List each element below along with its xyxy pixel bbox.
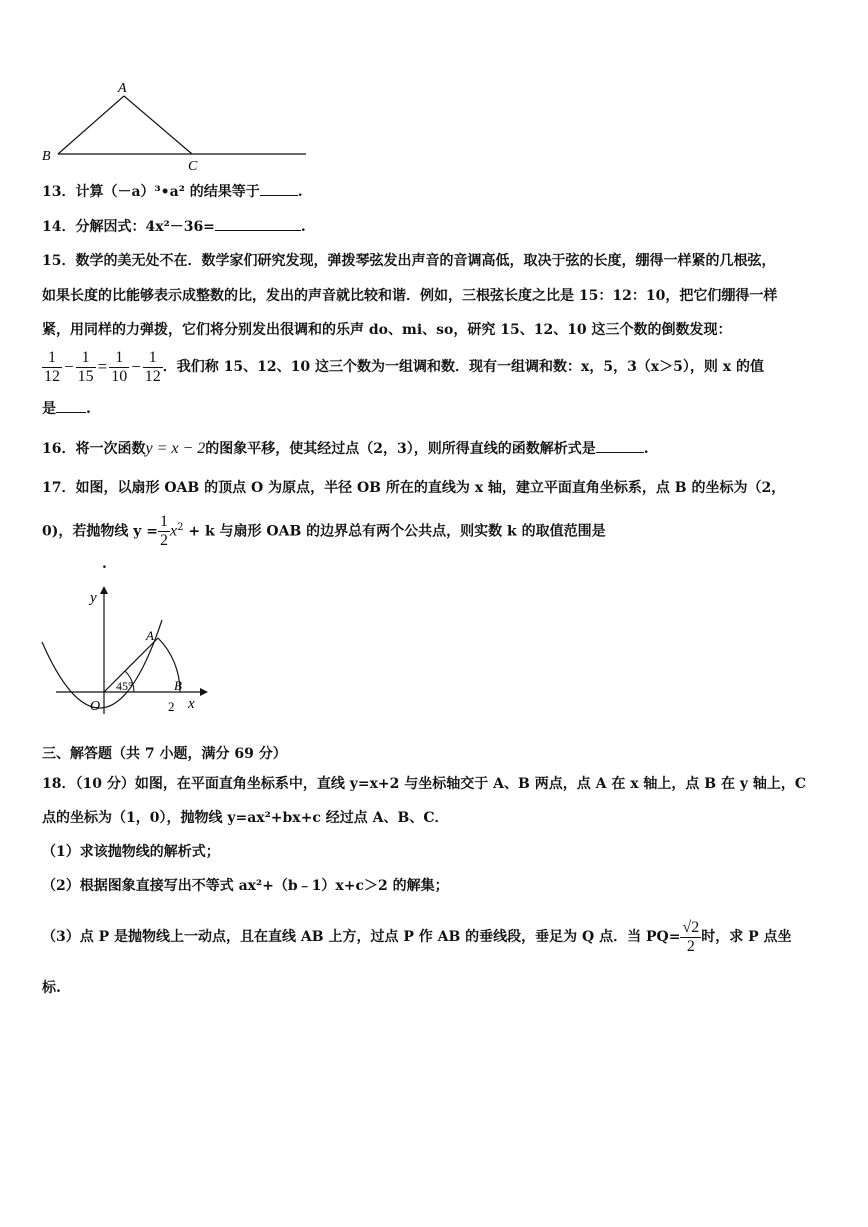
label-b: B	[42, 149, 51, 164]
label-45-degree: 45°	[116, 679, 133, 693]
minus-sign-2: −	[131, 357, 141, 376]
q15-line5-start: 是	[42, 401, 56, 417]
q17-x: x	[169, 522, 178, 540]
fraction-1-10: $\frac{1}{10}$	[111, 348, 128, 385]
q17-line2-rest: + k 与扇形 OAB 的边界总有两个公共点，则实数 k 的取值范围是	[183, 523, 606, 540]
minus-sign: −	[64, 357, 74, 376]
q18-part-3-line-2: 标.	[42, 980, 61, 996]
label-b: B	[174, 678, 182, 693]
label-x: x	[188, 696, 195, 712]
fraction-1-2: $\frac{1}{2}$	[159, 513, 168, 550]
label-o: O	[90, 699, 101, 714]
q15-answer-blank[interactable]	[56, 398, 86, 413]
q15-line-3: 紧，用同样的力弹拨，它们将分别发出很调和的乐声 do、mi、so，研究 15、12、10 这三个数的倒数发现：	[42, 322, 732, 338]
fraction-1-12: $\frac{1}{12}$	[44, 348, 60, 385]
question-16	[42, 438, 649, 459]
fraction-1-12-b: $\frac{1}{12}$	[144, 348, 161, 385]
q18-part-1: （1）求该抛物线的解析式；	[42, 844, 220, 860]
q18-line-1: 18．（10 分）如图，在平面直角坐标系中，直线 y=x+2 与坐标轴交于 A、B 两点，点 A 在 x 轴上，点 B 在 y 轴上，C	[42, 776, 807, 792]
q14-text: 14．分解因式：4x²－36=	[42, 219, 215, 235]
line-ac	[124, 96, 192, 154]
q17-line2-start: 0)，若抛物线 y =	[42, 523, 158, 540]
q16-answer-blank[interactable]	[596, 438, 644, 453]
fraction-sqrt2-2: $\frac{√2}{2}$	[682, 918, 700, 955]
equals-sign: =	[97, 357, 108, 376]
q17-line-2	[42, 508, 606, 552]
q15-line5-end: .	[86, 401, 91, 417]
q17-dot: .	[102, 556, 107, 572]
line-ab	[58, 96, 124, 154]
q15-line-2: 如果长度的比能够表示成整数的比，发出的声音就比较和谐．例如，三根弦长度之比是 15：12：10，把它们绷得一样	[42, 288, 778, 304]
q16-start: 16．将一次函数	[42, 441, 146, 457]
q15-line-1: 15．数学的美无处不在．数学家们研究发现，弹拨琴弦发出声音的音调高低，取决于弦的长度，绷得一样紧的几根弦，	[42, 253, 776, 269]
q18-part3-start: （3）点 P 是抛物线上一动点，且在直线 AB 上方，过点 P 作 AB 的垂线段，垂足为 Q 点．当 PQ=	[42, 929, 681, 945]
q14-end: .	[300, 219, 306, 235]
triangle-figure	[36, 78, 316, 178]
label-a: A	[146, 628, 154, 643]
fraction-1-15: $\frac{1}{15}$	[77, 348, 94, 385]
q13-text: 13．计算（－a）³•a² 的结果等于	[42, 184, 260, 200]
q18-part3-end: 时，求 P 点坐	[701, 929, 792, 945]
q14-answer-blank[interactable]	[215, 216, 301, 231]
label-y: y	[90, 590, 97, 606]
q13-answer-blank[interactable]	[260, 181, 298, 196]
parabola-curve	[42, 620, 162, 708]
q13-end: .	[297, 184, 303, 200]
q16-expression: y = x − 2	[145, 440, 206, 457]
label-c: C	[188, 159, 198, 174]
q18-part-2: （2）根据图象直接写出不等式 ax²+（b﹣1）x+c＞2 的解集；	[42, 878, 449, 894]
q17-exponent: 2	[177, 522, 184, 533]
q15-line-4-text: ．我们称 15、12、10 这三个数为一组调和数．现有一组调和数：x，5，3（x＞5），则 x 的值	[162, 359, 764, 375]
q17-line-1: 17．如图，以扇形 OAB 的顶点 O 为原点，半径 OB 所在的直线为 x 轴，建立平面直角坐标系，点 B 的坐标为（2，	[42, 480, 786, 496]
q18-line-2: 点的坐标为（1，0），抛物线 y=ax²+bx+c 经过点 A、B、C．	[42, 810, 449, 826]
q18-part-3	[42, 915, 792, 959]
parabola-sector-figure	[36, 580, 216, 720]
label-a: A	[118, 81, 127, 96]
label-two: 2	[168, 699, 175, 714]
question-14	[42, 216, 306, 237]
q15-line-4	[42, 347, 764, 387]
q16-end: .	[643, 441, 649, 457]
section-3-title: 三、解答题（共 7 小题，满分 69 分）	[42, 746, 287, 762]
y-axis-arrow	[100, 586, 108, 594]
x-axis-arrow	[200, 688, 208, 696]
question-13	[42, 181, 303, 202]
q16-rest: 的图象平移，使其经过点（2，3），则所得直线的函数解析式是	[205, 441, 596, 457]
q15-line-5	[42, 398, 91, 419]
